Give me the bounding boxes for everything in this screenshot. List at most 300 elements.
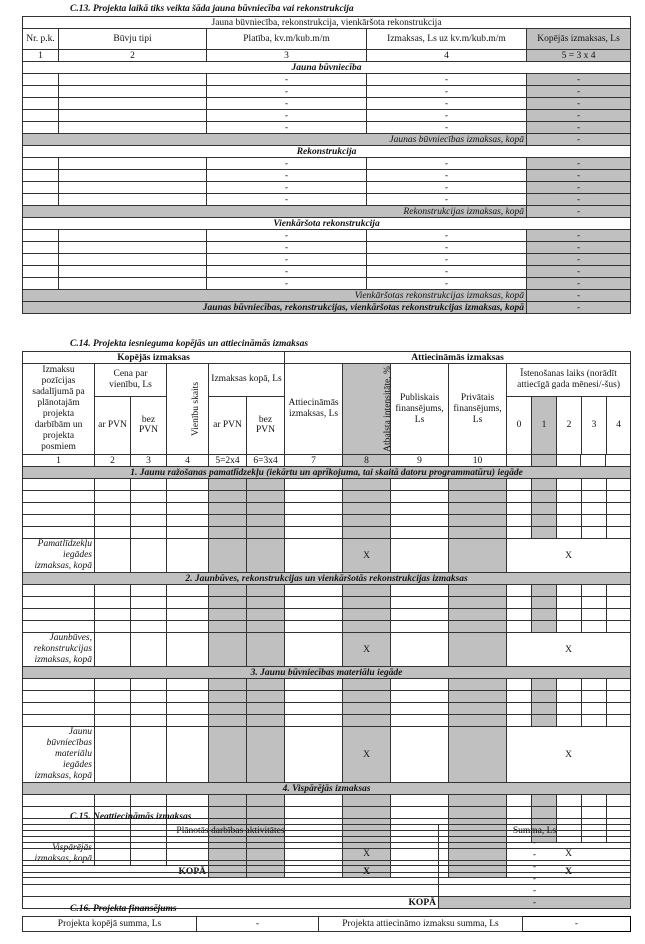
total-cost-value: -: [527, 278, 631, 290]
unit-cost-value: -: [367, 74, 527, 86]
table-cell: [507, 691, 532, 703]
item-header: Izmaksu pozīcijas sadalījumā pa plānotajām projekta darbībām un projekta posmiem: [23, 364, 95, 455]
col-number: 7: [285, 455, 343, 467]
table-cell: [23, 885, 439, 897]
col-number: 5=2x4: [209, 455, 247, 467]
table-cell: [343, 515, 391, 527]
table-row: [23, 691, 631, 703]
table-cell: [23, 585, 95, 597]
table-cell: [557, 609, 582, 621]
table-cell: [343, 715, 391, 727]
table-cell: [532, 621, 557, 633]
table-row: [23, 861, 631, 873]
table-row: [23, 182, 631, 194]
unit-price-header: Cena par vienību, Ls: [95, 364, 167, 397]
table-cell: [343, 491, 391, 503]
table-cell: [449, 795, 507, 807]
col-number: 1: [23, 455, 95, 467]
col-unit-cost-header: Izmaksas, Ls uz kv.m/kub.m/m: [367, 29, 527, 50]
section-total-row: [23, 727, 631, 783]
col-number: 5 = 3 x 4: [527, 50, 631, 62]
unit-cost-value: -: [367, 182, 527, 194]
unit-cost-value: -: [367, 122, 527, 134]
table-cell: [95, 527, 131, 539]
total-cost-value: -: [527, 98, 631, 110]
table-cell: [23, 503, 95, 515]
intensity-x: X: [343, 727, 391, 783]
section-title: 2. Jaunbūves, rekonstrukcijas un vienkāršotās rekonstrukcijas izmaksas: [23, 573, 631, 585]
table-cell: [285, 807, 343, 819]
time-number-cell: [507, 455, 532, 466]
table-cell: [532, 597, 557, 609]
project-total-value: -: [197, 917, 319, 932]
table-cell: [167, 633, 209, 667]
total-cost-value: -: [527, 170, 631, 182]
table-cell: [343, 527, 391, 539]
table-cell: [343, 807, 391, 819]
table-cell: [95, 597, 131, 609]
table-cell: [343, 479, 391, 491]
col-total-cost-header: Kopējās izmaksas, Ls: [527, 29, 631, 50]
table-cell: [209, 527, 247, 539]
section-title: 3. Jaunu būvniecības materiālu iegāde: [23, 667, 631, 679]
table-row: [23, 703, 631, 715]
table-cell: [209, 597, 247, 609]
table-cell: [391, 609, 449, 621]
table-cell: [23, 597, 95, 609]
col-number: 3: [207, 50, 367, 62]
table-cell: [582, 597, 607, 609]
table-cell: [209, 515, 247, 527]
table-cell: [557, 527, 582, 539]
time-number-cell: [532, 455, 557, 466]
table-cell: [343, 597, 391, 609]
col-number: 10: [449, 455, 507, 467]
table-cell: [95, 491, 131, 503]
sum-value: -: [439, 885, 631, 897]
table-cell: [59, 98, 207, 110]
sum-value: -: [439, 837, 631, 849]
table-cell: [59, 110, 207, 122]
area-value: -: [207, 254, 367, 266]
table-cell: [391, 727, 449, 783]
total-cost-value: -: [527, 242, 631, 254]
without-vat-header: bez PVN: [131, 396, 167, 454]
table-cell: [131, 597, 167, 609]
time-x: X: [507, 866, 631, 878]
table-cell: [59, 86, 207, 98]
unit-cost-value: -: [367, 266, 527, 278]
table-row: [23, 158, 631, 170]
public-funding-header: Publiskais finansējums, Ls: [391, 364, 449, 455]
table-cell: [247, 527, 285, 539]
table-cell: [557, 691, 582, 703]
table-row: [23, 194, 631, 206]
table-cell: [449, 515, 507, 527]
unit-cost-value: -: [367, 230, 527, 242]
time-number-cell: [605, 455, 630, 466]
intensity-x: X: [343, 866, 391, 878]
table-cell: [23, 873, 439, 885]
c16-financing-table: [22, 916, 631, 932]
eligible-total-label: Projekta attiecināmo izmaksu summa, Ls: [319, 917, 523, 932]
table-cell: [247, 597, 285, 609]
time-col: 4: [607, 396, 631, 454]
table-cell: [285, 633, 343, 667]
table-cell: [507, 715, 532, 727]
table-cell: [532, 479, 557, 491]
table-cell: [209, 491, 247, 503]
group-total-row: [23, 206, 631, 218]
unit-cost-value: -: [367, 194, 527, 206]
table-cell: [507, 527, 532, 539]
table-cell: [285, 503, 343, 515]
table-cell: [449, 539, 507, 573]
c15-heading: C.15. Neattiecināmās izmaksas: [70, 812, 192, 822]
table-cell: [59, 230, 207, 242]
table-cell: [95, 621, 131, 633]
table-cell: [131, 479, 167, 491]
eligible-total-value: -: [523, 917, 631, 932]
col-number: 3: [131, 455, 167, 467]
group-total-label: Vienkāršotas rekonstrukcijas izmaksas, kopā: [23, 290, 527, 302]
time-number-row: [507, 455, 630, 466]
table-cell: [209, 585, 247, 597]
group-title: Vienkāršota rekonstrukcija: [23, 218, 631, 230]
table-cell: [607, 503, 631, 515]
table-cell: [532, 703, 557, 715]
table-cell: [167, 503, 209, 515]
table-cell: [247, 585, 285, 597]
table-cell: [532, 585, 557, 597]
section-total-label: Jaunu būvniecības materiālu iegādes izmaksas, kopā: [23, 727, 95, 783]
table-cell: [131, 515, 167, 527]
table-cell: [131, 539, 167, 573]
table-cell: [391, 539, 449, 573]
table-cell: [582, 715, 607, 727]
table-row: [23, 527, 631, 539]
table-cell: [131, 703, 167, 715]
table-cell: [449, 715, 507, 727]
table-row: [23, 849, 631, 861]
section-title-row: [23, 467, 631, 479]
table-row: [23, 242, 631, 254]
table-cell: [532, 515, 557, 527]
col-number: 8: [343, 455, 391, 467]
table-cell: [23, 74, 59, 86]
col-number: 4: [167, 455, 209, 467]
table-cell: [95, 503, 131, 515]
total-cost-value: -: [527, 110, 631, 122]
table-cell: [23, 98, 59, 110]
col-nr-header: Nr. p.k.: [23, 29, 59, 50]
table-cell: [167, 703, 209, 715]
table-cell: [95, 703, 131, 715]
table-cell: [449, 807, 507, 819]
table-cell: [449, 727, 507, 783]
intensity-x: X: [343, 539, 391, 573]
table-cell: [532, 503, 557, 515]
table-cell: [582, 503, 607, 515]
table-cell: [285, 539, 343, 573]
table-cell: [532, 715, 557, 727]
col-area-header: Platība, kv.m/kub.m/m: [207, 29, 367, 50]
intensity-x: X: [343, 633, 391, 667]
total-cost-value: -: [527, 74, 631, 86]
unit-cost-value: -: [367, 242, 527, 254]
time-number-cells: [507, 455, 631, 467]
table-cell: [532, 691, 557, 703]
table-cell: [23, 715, 95, 727]
table-row: [23, 503, 631, 515]
table-row: [23, 86, 631, 98]
table-cell: [167, 679, 209, 691]
grand-total-row: [23, 302, 631, 314]
unit-cost-value: -: [367, 170, 527, 182]
table-cell: [343, 503, 391, 515]
table-cell: [507, 515, 532, 527]
table-cell: [285, 795, 343, 807]
time-x: X: [507, 843, 631, 866]
total-cost-value: -: [527, 254, 631, 266]
table-cell: [285, 479, 343, 491]
table-cell: [23, 242, 59, 254]
table-cell: [95, 715, 131, 727]
time-number-grid: [507, 455, 630, 466]
table-cell: [209, 633, 247, 667]
c13-heading: C.13. Projekta laikā tiks veikta šāda jauna būvniecība vai rekonstrukcija: [70, 4, 354, 14]
table-cell: [23, 254, 59, 266]
table-cell: [95, 795, 131, 807]
table-cell: [449, 633, 507, 667]
table-cell: [449, 597, 507, 609]
table-cell: [607, 609, 631, 621]
table-cell: [557, 679, 582, 691]
table-cell: [449, 479, 507, 491]
section-title-row: [23, 667, 631, 679]
with-vat-header: ar PVN: [95, 396, 131, 454]
time-x: X: [507, 539, 631, 573]
table-cell: [607, 621, 631, 633]
time-col: 2: [557, 396, 582, 454]
table-cell: [23, 527, 95, 539]
table-cell: [449, 527, 507, 539]
table-cell: [557, 515, 582, 527]
table-cell: [167, 597, 209, 609]
area-value: -: [207, 122, 367, 134]
table-cell: [507, 807, 532, 819]
table-cell: [607, 679, 631, 691]
table-cell: [449, 609, 507, 621]
table-cell: [391, 621, 449, 633]
table-cell: [343, 795, 391, 807]
group-title-row: [23, 62, 631, 74]
table-row: [23, 609, 631, 621]
table-cell: [247, 609, 285, 621]
table-cell: [582, 585, 607, 597]
table-cell: [607, 703, 631, 715]
col-number: 6=3x4: [247, 455, 285, 467]
table-cell: [557, 585, 582, 597]
table-cell: [343, 621, 391, 633]
table-cell: [285, 597, 343, 609]
table-row: [23, 837, 631, 849]
group-total-label: Jaunas būvniecības izmaksas, kopā: [23, 134, 527, 146]
area-value: -: [207, 266, 367, 278]
table-cell: [557, 491, 582, 503]
table-cell: [131, 633, 167, 667]
table-row: [23, 873, 631, 885]
table-cell: [582, 527, 607, 539]
table-cell: [95, 609, 131, 621]
time-x: X: [507, 727, 631, 783]
c14-heading: C.14. Projekta iesnieguma kopējās un attiecināmās izmaksas: [70, 339, 309, 349]
table-cell: [507, 609, 532, 621]
area-value: -: [207, 158, 367, 170]
unit-cost-value: -: [367, 158, 527, 170]
table-cell: [247, 479, 285, 491]
table-cell: [532, 491, 557, 503]
eligible-costs-header: Attiecināmās izmaksas: [285, 352, 631, 364]
table-cell: [23, 515, 95, 527]
table-cell: [582, 515, 607, 527]
table-cell: [23, 691, 95, 703]
table-row: [23, 585, 631, 597]
sum-value: -: [439, 849, 631, 861]
table-cell: [391, 527, 449, 539]
table-cell: [131, 795, 167, 807]
table-cell: [95, 539, 131, 573]
table-cell: [209, 679, 247, 691]
table-cell: [209, 807, 247, 819]
table-cell: [167, 527, 209, 539]
table-cell: [391, 585, 449, 597]
time-col: 3: [582, 396, 607, 454]
time-x: X: [507, 633, 631, 667]
table-cell: [59, 122, 207, 134]
table-cell: [247, 795, 285, 807]
section-total-label: Vispārējās izmaksas, kopā: [23, 843, 95, 866]
total-cost-value: -: [527, 194, 631, 206]
table-cell: [607, 691, 631, 703]
unit-count-header: Vienību skaits: [167, 364, 209, 455]
eligible-header: Attiecināmās izmaksas, Ls: [285, 364, 343, 455]
table-cell: [391, 633, 449, 667]
table-cell: [209, 539, 247, 573]
table-cell: [449, 703, 507, 715]
table-cell: [582, 479, 607, 491]
table-cell: [449, 491, 507, 503]
area-value: -: [207, 98, 367, 110]
table-cell: [209, 479, 247, 491]
table-cell: [557, 503, 582, 515]
grand-total-value: -: [527, 302, 631, 314]
area-value: -: [207, 230, 367, 242]
table-cell: [167, 515, 209, 527]
intensity-x: X: [343, 843, 391, 866]
table-cell: [285, 727, 343, 783]
table-cell: [285, 585, 343, 597]
group-total-value: -: [527, 206, 631, 218]
table-cell: [23, 86, 59, 98]
time-number-cell: [556, 455, 581, 466]
table-cell: [285, 715, 343, 727]
table-cell: [449, 585, 507, 597]
table-cell: [391, 597, 449, 609]
area-value: -: [207, 194, 367, 206]
group-title: Jauna būvniecība: [23, 62, 631, 74]
group-total-value: -: [527, 134, 631, 146]
table-row: [23, 679, 631, 691]
table-cell: [23, 703, 95, 715]
area-value: -: [207, 110, 367, 122]
table-cell: [59, 254, 207, 266]
table-cell: [23, 849, 439, 861]
total-cost-value: -: [527, 158, 631, 170]
section-total-label: Jaunbūves, rekonstrukcijas izmaksas, kopā: [23, 633, 95, 667]
table-cell: [391, 479, 449, 491]
table-row: [23, 122, 631, 134]
table-cell: [391, 679, 449, 691]
table-cell: [95, 515, 131, 527]
table-cell: [607, 795, 631, 807]
col-building-type-header: Būvju tipi: [59, 29, 207, 50]
table-cell: [167, 609, 209, 621]
table-cell: [391, 515, 449, 527]
table-cell: [95, 585, 131, 597]
unit-cost-value: -: [367, 110, 527, 122]
group-total-row: [23, 290, 631, 302]
table-row: [23, 110, 631, 122]
table-cell: [23, 230, 59, 242]
table-cell: [391, 807, 449, 819]
area-value: -: [207, 170, 367, 182]
private-funding-header: Privātais finansējums, Ls: [449, 364, 507, 455]
table-cell: [507, 585, 532, 597]
table-cell: [507, 795, 532, 807]
table-row: [23, 278, 631, 290]
table-cell: [167, 727, 209, 783]
table-cell: [557, 795, 582, 807]
table-cell: [285, 679, 343, 691]
table-cell: [507, 479, 532, 491]
table-cell: [23, 170, 59, 182]
table-cell: [285, 703, 343, 715]
table-cell: [59, 182, 207, 194]
table-cell: [557, 807, 582, 819]
table-cell: [95, 633, 131, 667]
table-cell: [607, 479, 631, 491]
table-cell: [285, 691, 343, 703]
table-cell: [557, 597, 582, 609]
table-cell: [582, 703, 607, 715]
table-cell: [23, 182, 59, 194]
table-cell: [209, 691, 247, 703]
table-cell: [507, 679, 532, 691]
table-row: [23, 254, 631, 266]
table-cell: [507, 621, 532, 633]
total-cost-value: -: [527, 86, 631, 98]
table-cell: [343, 585, 391, 597]
table-cell: [247, 691, 285, 703]
table-cell: [95, 691, 131, 703]
table-cell: [247, 715, 285, 727]
table-cell: [507, 703, 532, 715]
table-cell: [343, 691, 391, 703]
table-cell: [285, 609, 343, 621]
table-cell: [23, 861, 439, 873]
table-row: [23, 597, 631, 609]
